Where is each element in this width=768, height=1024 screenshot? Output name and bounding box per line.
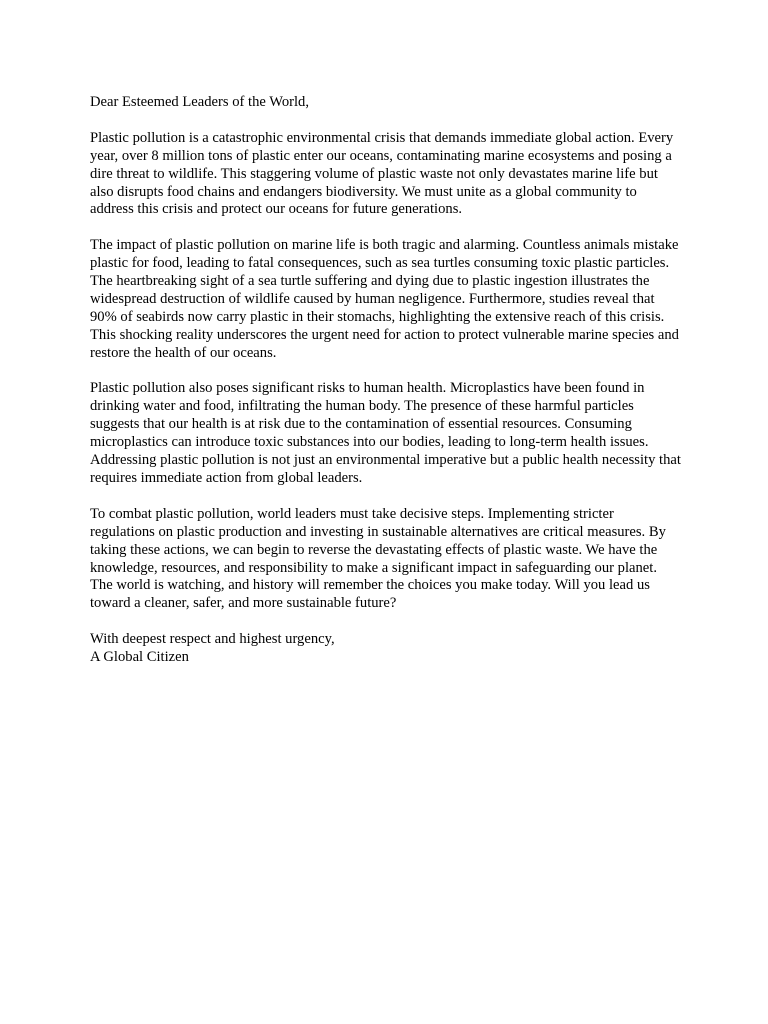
closing-block — [90, 631, 682, 667]
paragraph-1: Plastic pollution is a catastrophic environmental crisis that demands immediate global action. Every year, over 8 million tons of plastic enter our oceans, contaminating marine ecosystems and posing a dire threat to wildlife. This staggering volume of plastic waste not only devastates marine life but also disrupts food chains and endangers biodiversity. We must unite as a global community to address this crisis and protect our oceans for future generations. — [90, 129, 674, 218]
paragraph-4: To combat plastic pollution, world leaders must take decisive steps. Implementing stricter regulations on plastic production and investing in sustainable alternatives are critical measures. By taking these actions, we can begin to reverse the devastating effects of plastic waste. We have the knowledge, resources, and responsibility to make a significant impact in safeguarding our planet. The world is watching, and history will remember the choices you make today. Will you lead us toward a cleaner, safer, and more sustainable future? — [90, 505, 666, 612]
signature: A Global Citizen — [90, 649, 189, 666]
closing-line: With deepest respect and highest urgency, — [90, 631, 335, 648]
letter-body — [90, 94, 682, 685]
paragraph-3: Plastic pollution also poses significant risks to human health. Microplastics have been found in drinking water and food, infiltrating the human body. The presence of these harmful particles suggests that our health is at risk due to the contamination of essential resources. Consuming microplastics can introduce toxic substances into our bodies, leading to long-term health issues. Addressing plastic pollution is not just an environmental imperative but a public health necessity that requires immediate action from global leaders. — [90, 380, 681, 486]
salutation: Dear Esteemed Leaders of the World, — [90, 94, 309, 110]
paragraph-2: The impact of plastic pollution on marine life is both tragic and alarming. Countless animals mistake plastic for food, leading to fatal consequences, such as sea turtles consuming toxic plastic particles. The heartbreaking sight of a sea turtle suffering and dying due to plastic ingestion illustrates the widespread destruction of wildlife caused by human negligence. Furthermore, studies reveal that 90% of seabirds now carry plastic in their stomachs, highlighting the extensive reach of this crisis. This shocking reality underscores the urgent need for action to protect vulnerable marine species and restore the health of our oceans. — [90, 237, 679, 361]
